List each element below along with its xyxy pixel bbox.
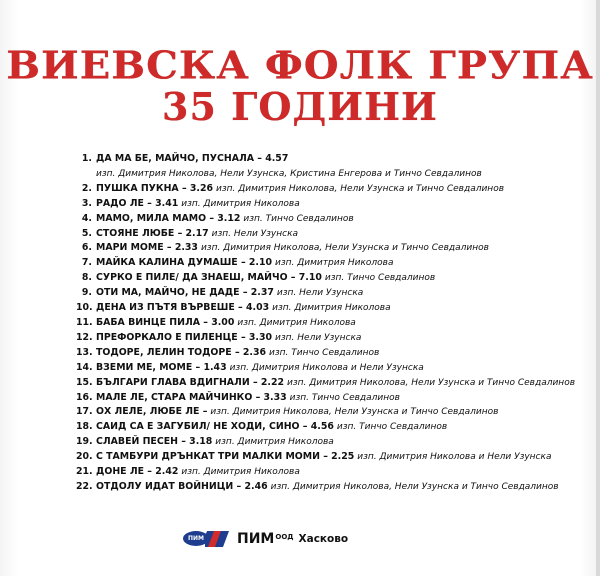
album-title: ВИЕВСКА ФОЛК ГРУПА	[6, 43, 594, 88]
track-item	[76, 450, 576, 465]
track-title: МАЛЕ ЛЕ, СТАРА МАЙЧИНКО – 3.33	[96, 391, 287, 403]
track-number: 3.	[81, 197, 92, 209]
track-item	[76, 271, 576, 286]
track-item	[76, 435, 576, 450]
track-number: 20.	[76, 451, 93, 463]
track-title: ПРЕФОРКАЛО Е ПИЛЕНЦЕ – 3.30	[96, 331, 273, 343]
track-item	[76, 241, 576, 256]
track-body	[96, 346, 379, 361]
track-title: С ТАМБУРИ ДРЪНКАТ ТРИ МАЛКИ МОМИ – 2.25	[96, 451, 355, 463]
track-number: 4.	[81, 212, 92, 224]
track-body	[96, 391, 400, 406]
track-body	[96, 450, 551, 465]
track-performers: изп. Димитрия Николова и Нели Узунска	[357, 452, 552, 463]
track-number: 19.	[76, 436, 93, 448]
track-performers: изп. Димитрия Николова и Нели Узунска	[229, 362, 424, 373]
track-number: 2.	[81, 182, 92, 194]
track-title: РАДО ЛЕ – 3.41	[96, 197, 179, 209]
track-title: ПУШКА ПУКНА – 3.26	[96, 182, 214, 194]
track-body	[96, 361, 424, 376]
track-title: МАРИ МОМЕ – 2.33	[96, 242, 198, 254]
track-number: 1.	[81, 153, 92, 164]
track-item	[76, 405, 576, 420]
track-number: 7.	[81, 257, 92, 269]
track-body	[96, 480, 559, 495]
track-performers: изп. Тинчо Севдалинов	[269, 347, 380, 358]
track-title: СТОЯНЕ ЛЮБЕ – 2.17	[96, 227, 209, 239]
track-item	[76, 152, 576, 182]
track-item	[76, 346, 576, 361]
track-title: ДОНЕ ЛЕ – 2.42	[96, 466, 179, 478]
track-number: 5.	[81, 227, 92, 239]
track-body	[96, 197, 300, 212]
track-item	[76, 391, 576, 406]
track-body	[96, 405, 498, 420]
track-item	[76, 182, 576, 197]
track-body	[96, 435, 334, 450]
track-item	[76, 316, 576, 331]
track-body	[96, 271, 435, 286]
track-title: СУРКО Е ПИЛЕ/ ДА ЗНАЕШ, МАЙЧО – 7.10	[96, 272, 322, 284]
track-number: 15.	[76, 376, 93, 388]
track-title: САИД СА Е ЗАГУБИЛ/ НЕ ХОДИ, СИНО – 4.56	[96, 421, 334, 433]
track-number: 10.	[76, 302, 93, 314]
track-performers: изп. Нели Узунска	[211, 228, 299, 239]
track-title: БАБА ВИНЦЕ ПИЛА – 3.00	[96, 316, 235, 328]
track-item	[76, 465, 576, 480]
track-number: 13.	[76, 346, 93, 358]
track-performers: изп. Димитрия Николова, Нели Узунска и Тинчо Севдалинов	[216, 183, 505, 194]
track-title: МАМО, МИЛА МАМО – 3.12	[96, 212, 241, 224]
track-item	[76, 331, 576, 346]
track-performers: изп. Димитрия Николова, Нели Узунска и Тинчо Севдалинов	[287, 377, 576, 388]
track-body	[96, 256, 394, 271]
logo-oval: ПИМ	[183, 531, 209, 546]
track-performers: изп. Тинчо Севдалинов	[324, 273, 436, 284]
track-body	[96, 152, 482, 182]
track-performers: изп. Тинчо Севдалинов	[243, 213, 354, 224]
track-number: 6.	[81, 242, 92, 254]
track-performers: изп. Димитрия Николова	[272, 303, 391, 314]
track-item	[76, 301, 576, 316]
track-item	[76, 376, 576, 391]
track-item	[76, 480, 576, 495]
track-performers: изп. Димитрия Николова	[181, 198, 300, 209]
track-body	[96, 212, 354, 227]
track-body	[96, 376, 575, 391]
track-performers: изп. Димитрия Николова, Нели Узунска, Кристина Енгерова и Тинчо Севдалинов	[96, 168, 482, 179]
track-body	[96, 227, 298, 242]
track-performers: изп. Димитрия Николова	[215, 437, 334, 448]
track-number: 16.	[76, 391, 93, 403]
track-title: ДЕНА ИЗ ПЪТЯ ВЪРВЕШЕ – 4.03	[96, 302, 270, 314]
track-body	[96, 301, 391, 316]
track-body	[96, 316, 356, 331]
track-number: 21.	[76, 466, 93, 478]
track-body	[96, 286, 363, 301]
publisher-footer	[183, 527, 413, 551]
track-item	[76, 361, 576, 376]
track-performers: изп. Димитрия Николова	[275, 258, 394, 269]
track-number: 18.	[76, 421, 93, 433]
track-item	[76, 286, 576, 301]
track-performers: изп. Димитрия Николова, Нели Узунска и Тинчо Севдалинов	[200, 243, 489, 254]
track-number: 8.	[81, 272, 92, 284]
track-number: 22.	[76, 480, 93, 492]
publisher-suffix: ООД	[275, 533, 294, 541]
track-title: МАЙКА КАЛИНА ДУМАШЕ – 2.10	[96, 257, 273, 269]
track-performers: изп. Димитрия Николова, Нели Узунска и Тинчо Севдалинов	[270, 481, 559, 492]
publisher-city: Хасково	[298, 533, 349, 545]
track-item	[76, 256, 576, 271]
track-item	[76, 197, 576, 212]
track-title: БЪЛГАРИ ГЛАВА ВДИГНАЛИ – 2.22	[96, 376, 285, 388]
track-item	[76, 227, 576, 242]
track-body	[96, 182, 504, 197]
logo-stripes-icon	[205, 531, 231, 547]
track-number: 12.	[76, 331, 93, 343]
track-performers: изп. Тинчо Севдалинов	[289, 392, 400, 403]
track-body	[96, 331, 361, 346]
album-subtitle: 35 ГОДИНИ	[162, 84, 438, 129]
track-number: 14.	[76, 361, 93, 373]
track-title: ВЗЕМИ МЕ, МОМЕ – 1.43	[96, 361, 227, 373]
track-title: ОТДОЛУ ИДАТ ВОЙНИЦИ – 2.46	[96, 480, 268, 492]
track-body	[96, 241, 489, 256]
track-performers: изп. Димитрия Николова, Нели Узунска и Тинчо Севдалинов	[210, 407, 499, 418]
track-title: ДА МА БЕ, МАЙЧО, ПУСНАЛА – 4.57	[96, 153, 289, 164]
track-number: 17.	[76, 406, 93, 418]
track-body	[96, 465, 300, 480]
publisher-logo	[183, 528, 231, 550]
track-title: СЛАВЕЙ ПЕСЕН – 3.18	[96, 436, 213, 448]
track-title: ТОДОРЕ, ЛЕЛИН ТОДОРЕ – 2.36	[96, 346, 267, 358]
track-performers: изп. Димитрия Николова	[181, 467, 300, 478]
track-item	[76, 420, 576, 435]
track-body	[96, 420, 447, 435]
track-title: ОХ ЛЕЛЕ, ЛЮБЕ ЛЕ –	[96, 406, 208, 418]
track-number: 9.	[81, 287, 92, 299]
track-number: 11.	[76, 316, 93, 328]
track-item	[76, 212, 576, 227]
track-performers: изп. Нели Узунска	[276, 288, 364, 299]
track-performers: изп. Тинчо Севдалинов	[336, 422, 448, 433]
track-performers: изп. Нели Узунска	[275, 332, 362, 343]
publisher-name: ПИМ	[237, 531, 275, 547]
track-title: ОТИ МА, МАЙЧО, НЕ ДАДЕ – 2.37	[96, 287, 274, 299]
track-list	[76, 152, 576, 495]
track-performers: изп. Димитрия Николова	[237, 317, 356, 328]
